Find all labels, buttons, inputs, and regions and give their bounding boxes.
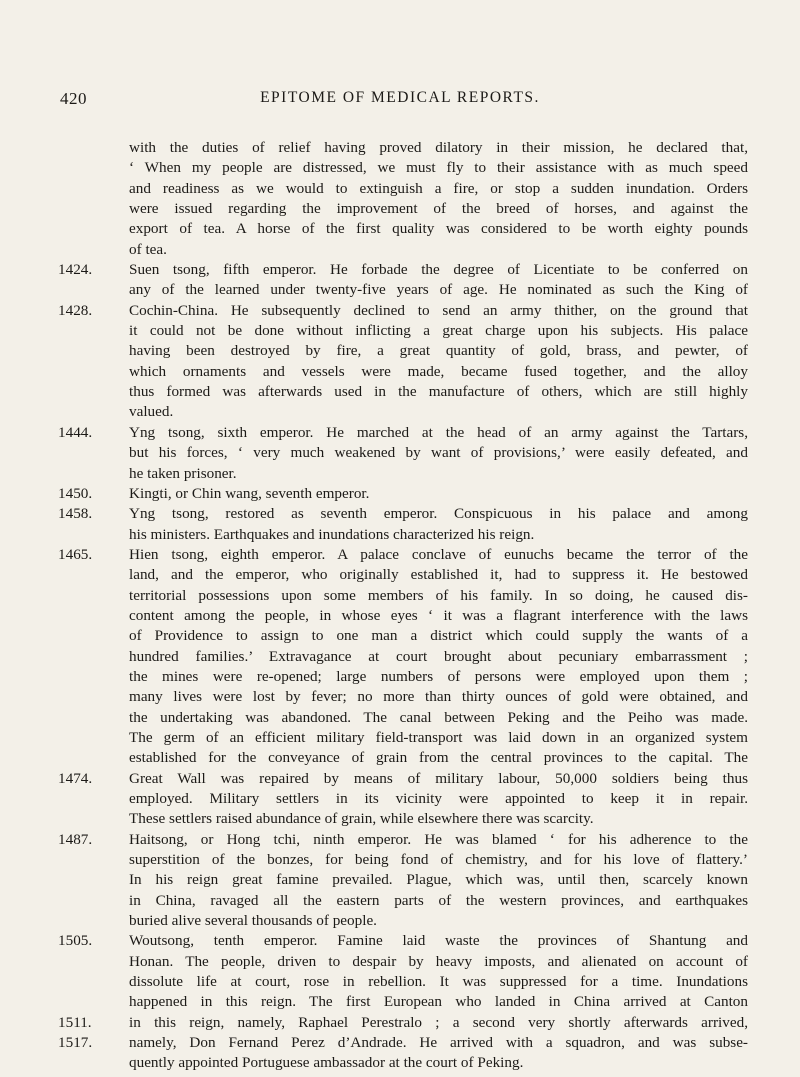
line-text: The germ of an efficient military field-transport was laid down in an organized system xyxy=(129,728,748,746)
page-header xyxy=(0,89,800,113)
margin-year: 1424. xyxy=(58,261,93,279)
text-line xyxy=(58,321,748,341)
text-line xyxy=(58,870,748,890)
line-text: Yng tsong, restored as seventh emperor. Conspicuous in his palace and among xyxy=(129,505,748,523)
text-line xyxy=(58,647,748,667)
line-text: Haitsong, or Hong tchi, ninth emperor. He was blamed ‘ for his adherence to the xyxy=(129,830,748,848)
text-line xyxy=(58,667,748,687)
line-text: buried alive several thousands of people. xyxy=(129,912,377,930)
margin-year: 1444. xyxy=(58,423,93,441)
text-line xyxy=(58,626,748,646)
text-line xyxy=(58,464,748,484)
text-line xyxy=(58,728,748,748)
text-line xyxy=(58,138,748,158)
text-line xyxy=(58,219,748,239)
line-text: Woutsong, tenth emperor. Famine laid waste the provinces of Shantung and xyxy=(129,932,748,950)
margin-year: 1511. xyxy=(58,1013,92,1031)
line-text: of Providence to assign to one man a district which could supply the wants of a xyxy=(129,627,748,645)
text-line xyxy=(58,769,748,789)
text-line xyxy=(58,260,748,280)
text-line xyxy=(58,687,748,707)
text-line xyxy=(58,402,748,422)
text-line xyxy=(58,423,748,443)
text-line xyxy=(58,280,748,300)
line-text: ‘ When my people are distressed, we must fly to their assistance with as much speed xyxy=(129,159,748,177)
line-text: in China, ravaged all the eastern parts of the western provinces, and earthquakes xyxy=(129,891,748,909)
text-line xyxy=(58,443,748,463)
text-line xyxy=(58,850,748,870)
running-head: EPITOME OF MEDICAL REPORTS. xyxy=(260,89,540,106)
line-text: territorial possessions upon some members of his family. In so doing, he caused dis- xyxy=(129,586,748,604)
text-line xyxy=(58,565,748,585)
text-line xyxy=(58,1013,748,1033)
margin-year: 1465. xyxy=(58,545,93,563)
line-text: having been destroyed by fire, a great quantity of gold, brass, and pewter, of xyxy=(129,342,748,360)
text-line xyxy=(58,952,748,972)
line-text: and readiness as we would to extinguish a fire, or stop a sudden inundation. Orders xyxy=(129,179,748,197)
line-text: of tea. xyxy=(129,240,167,258)
text-line xyxy=(58,362,748,382)
text-line xyxy=(58,830,748,850)
text-line xyxy=(58,158,748,178)
text-line xyxy=(58,748,748,768)
line-text: in this reign, namely, Raphael Perestralo ; a second very shortly afterwards arrived, xyxy=(129,1013,748,1031)
margin-year: 1450. xyxy=(58,484,93,502)
text-line xyxy=(58,789,748,809)
text-line xyxy=(58,199,748,219)
text-line xyxy=(58,545,748,565)
text-line xyxy=(58,931,748,951)
text-line xyxy=(58,504,748,524)
line-text: he taken prisoner. xyxy=(129,464,237,482)
line-text: In his reign great famine prevailed. Plague, which was, until then, scarcely known xyxy=(129,871,748,889)
line-text: Yng tsong, sixth emperor. He marched at the head of an army against the Tartars, xyxy=(129,423,748,441)
line-text: These settlers raised abundance of grain, while elsewhere there was scarcity. xyxy=(129,810,594,828)
margin-year: 1458. xyxy=(58,505,93,523)
text-line xyxy=(58,586,748,606)
line-text: established for the conveyance of grain from the central provinces to the capital. The xyxy=(129,749,748,767)
line-text: valued. xyxy=(129,403,174,421)
line-text: Great Wall was repaired by means of military labour, 50,000 soldiers being thus xyxy=(129,769,748,787)
line-text: were issued regarding the improvement of the breed of horses, and against the xyxy=(129,200,748,218)
line-text: any of the learned under twenty-five years of age. He nominated as such the King of xyxy=(129,281,748,299)
line-text: it could not be done without inflicting a great charge upon his subjects. His palace xyxy=(129,322,748,340)
line-text: with the duties of relief having proved dilatory in their mission, he declared that, xyxy=(129,139,748,156)
page-number: 420 xyxy=(60,89,87,108)
line-text: thus formed was afterwards used in the manufacture of others, which are still highly xyxy=(129,383,748,401)
line-text: the mines were re-opened; large numbers of persons were employed upon them ; xyxy=(129,667,748,685)
text-line xyxy=(58,891,748,911)
line-text: but his forces, ‘ very much weakened by want of provisions,’ were easily defeated, and xyxy=(129,444,748,462)
line-text: employed. Military settlers in its vicinity were appointed to keep it in repair. xyxy=(129,790,748,807)
margin-year: 1487. xyxy=(58,830,93,848)
line-text: which ornaments and vessels were made, became fused together, and the alloy xyxy=(129,362,748,380)
text-line xyxy=(58,809,748,829)
line-text: superstition of the bonzes, for being fond of chemistry, and for his love of flattery.’ xyxy=(129,851,748,869)
margin-year: 1517. xyxy=(58,1034,93,1052)
line-text: the undertaking was abandoned. The canal between Peking and the Peiho was made. xyxy=(129,708,748,726)
margin-year: 1428. xyxy=(58,301,93,319)
line-text: content among the people, in whose eyes ‘ it was a flagrant interference with the laws xyxy=(129,606,748,624)
line-text: namely, Don Fernand Perez d’Andrade. He arrived with a squadron, and was subse- xyxy=(129,1034,748,1052)
line-text: Honan. The people, driven to despair by heavy imposts, and alienated on account of xyxy=(129,952,748,970)
text-line xyxy=(58,301,748,321)
text-line xyxy=(58,525,748,545)
text-line xyxy=(58,341,748,361)
line-text: happened in this reign. The first European who landed in China arrived at Canton xyxy=(129,993,748,1011)
line-text: Cochin-China. He subsequently declined to send an army thither, on the ground that xyxy=(129,301,748,319)
line-text: many lives were lost by fever; no more than thirty ounces of gold were obtained, and xyxy=(129,688,748,706)
text-body xyxy=(58,138,748,1074)
line-text: his ministers. Earthquakes and inundations characterized his reign. xyxy=(129,525,535,543)
line-text: dissolute life at court, rose in rebellion. It was suppressed for a time. Inundations xyxy=(129,973,748,991)
line-text: quently appointed Portuguese ambassador at the court of Peking. xyxy=(129,1054,524,1072)
text-line xyxy=(58,992,748,1012)
text-line xyxy=(58,708,748,728)
text-line xyxy=(58,911,748,931)
text-line xyxy=(58,484,748,504)
line-text: Kingti, or Chin wang, seventh emperor. xyxy=(129,484,370,502)
text-line xyxy=(58,1033,748,1053)
text-line xyxy=(58,382,748,402)
text-line xyxy=(58,240,748,260)
text-line xyxy=(58,179,748,199)
line-text: hundred families.’ Extravagance at court brought about pecuniary embarrassment ; xyxy=(129,647,748,665)
line-text: land, and the emperor, who originally established it, had to suppress it. He bestowed xyxy=(129,566,748,584)
line-text: export of tea. A horse of the first quality was considered to be worth eighty pounds xyxy=(129,220,748,238)
line-text: Suen tsong, fifth emperor. He forbade the degree of Licentiate to be conferred on xyxy=(129,261,748,279)
text-line xyxy=(58,606,748,626)
text-line xyxy=(58,972,748,992)
margin-year: 1505. xyxy=(58,932,93,950)
text-line xyxy=(58,1053,748,1073)
margin-year: 1474. xyxy=(58,769,93,787)
line-text: Hien tsong, eighth emperor. A palace conclave of eunuchs became the terror of the xyxy=(129,545,748,563)
